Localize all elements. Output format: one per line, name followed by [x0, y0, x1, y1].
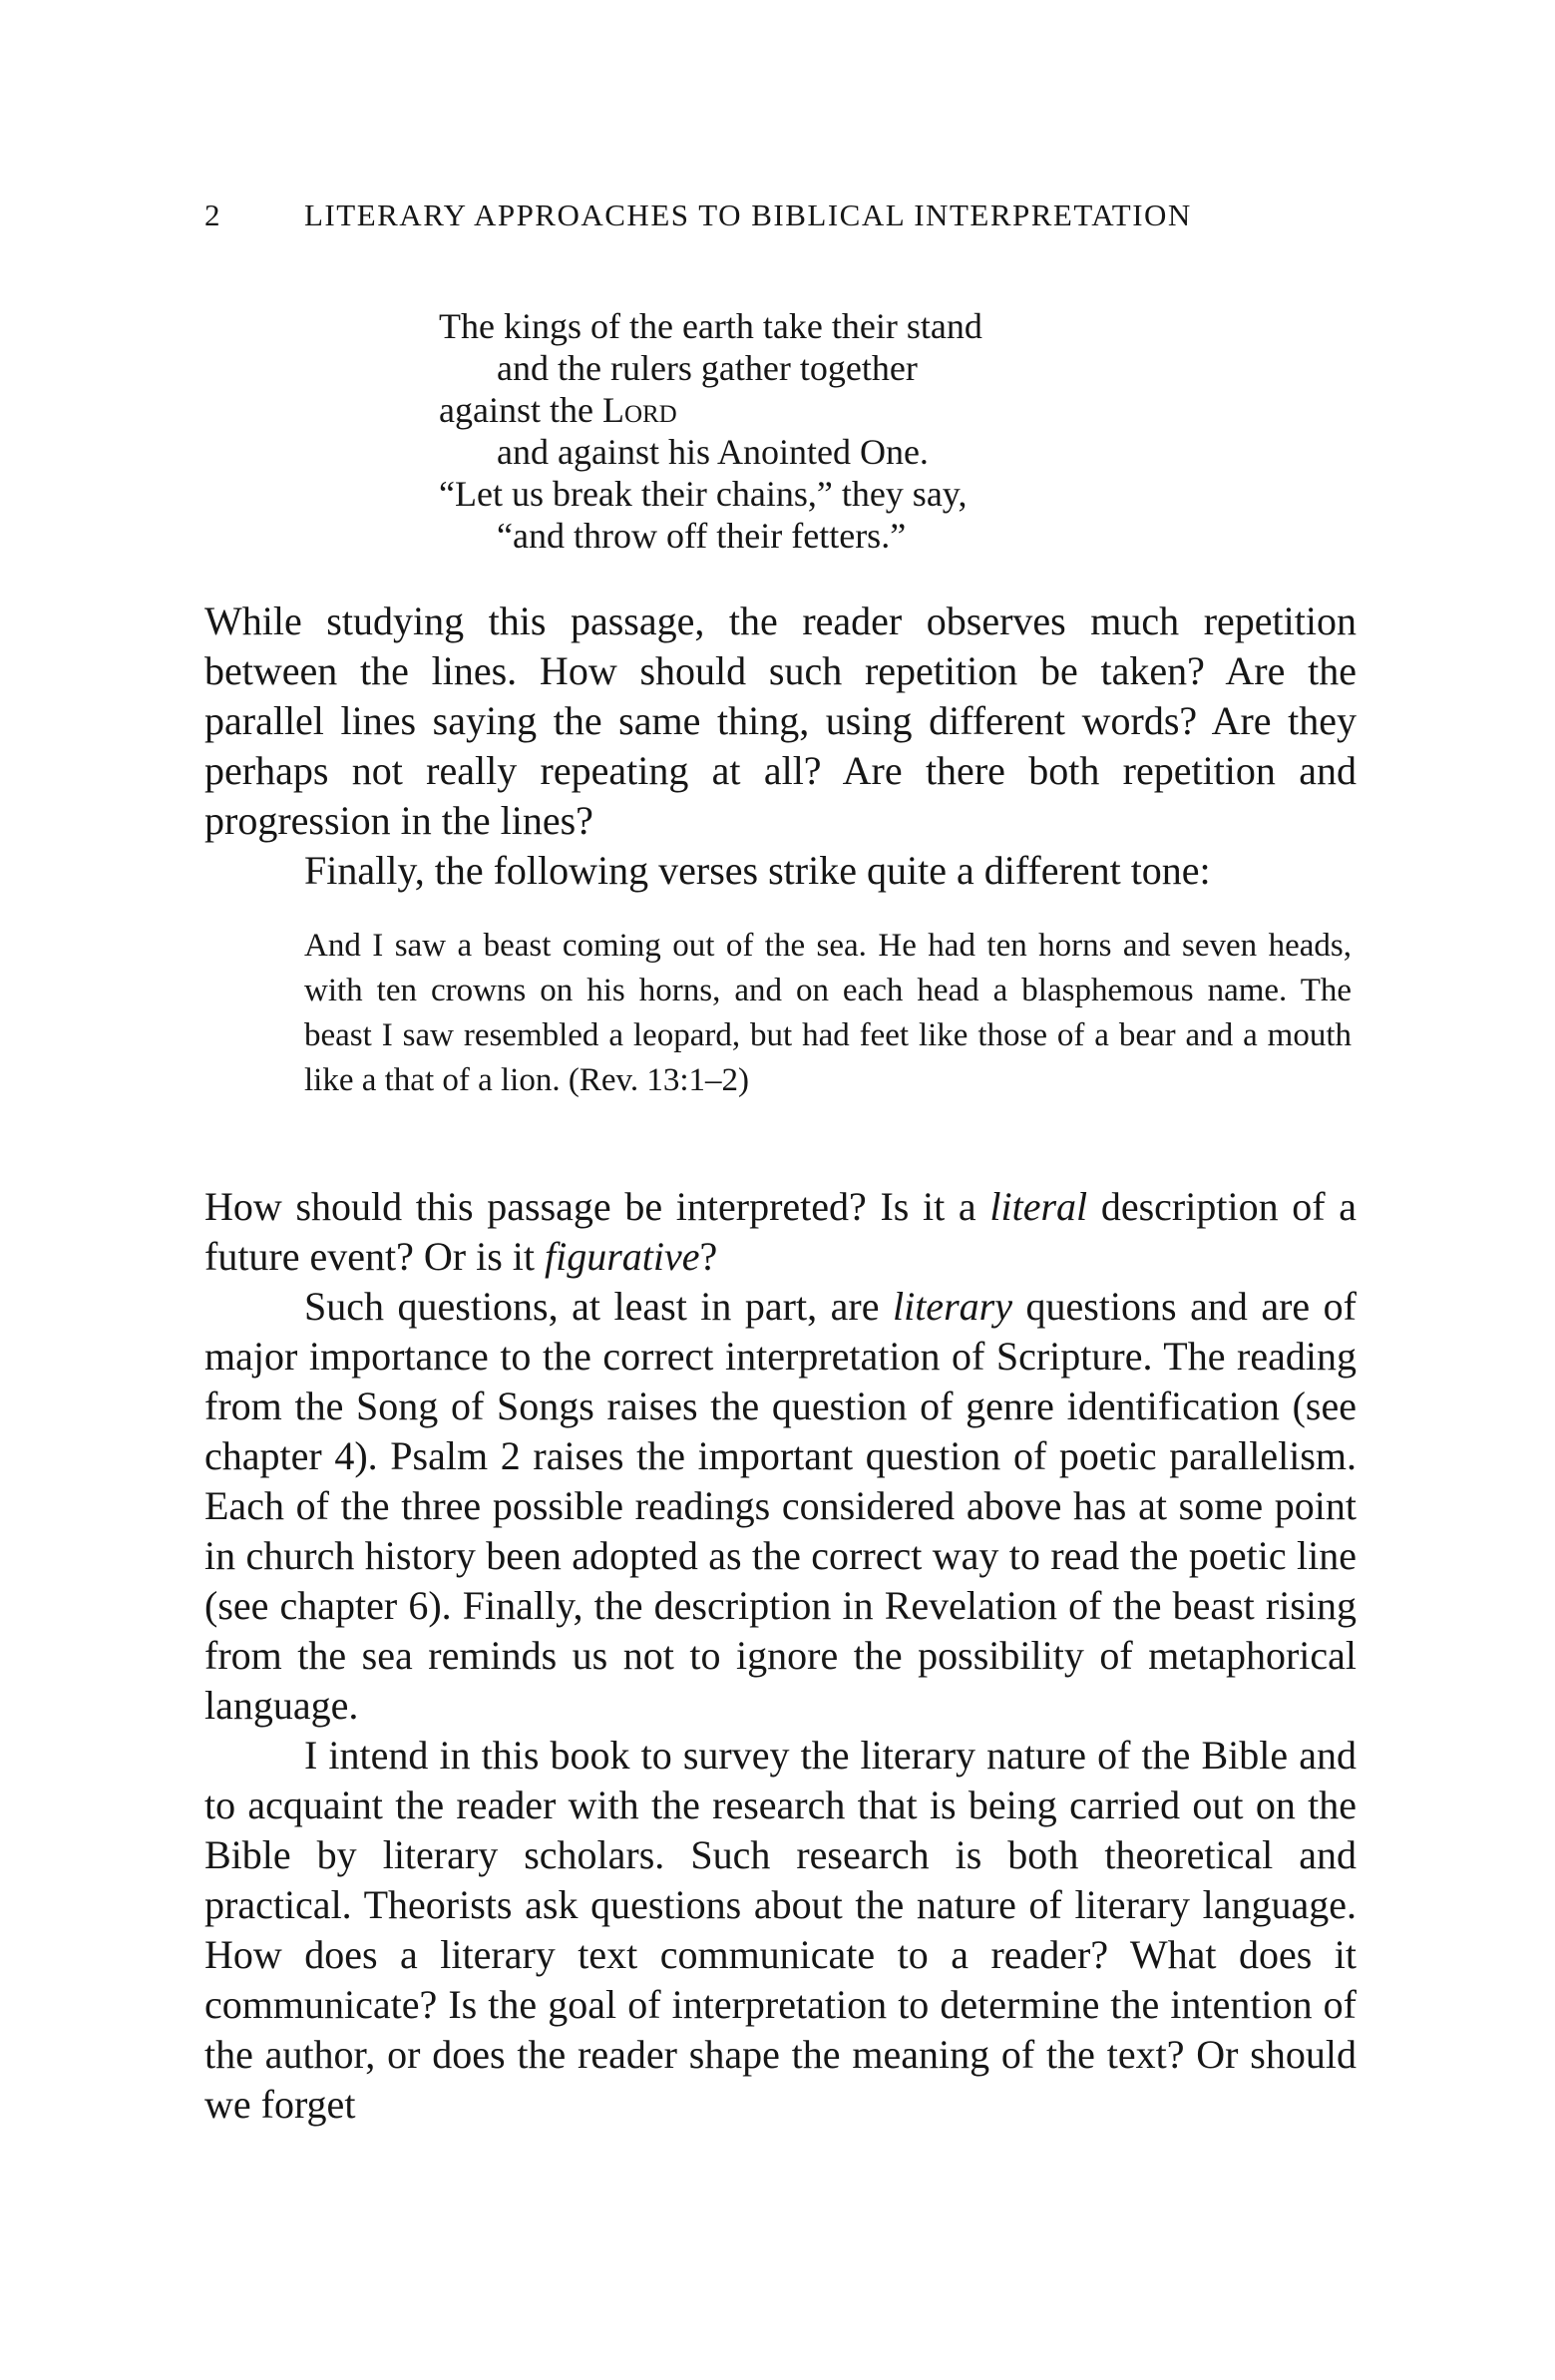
poem-line: and the rulers gather together — [497, 348, 918, 388]
body-section-1 — [204, 596, 1357, 896]
text-run: How should this passage be interpreted? Is it a — [204, 1184, 990, 1229]
text-run: Such questions, at least in part, are — [304, 1284, 893, 1329]
divine-name-smallcaps: Lord — [601, 390, 677, 430]
emphasis-literary: literary — [892, 1284, 1012, 1329]
body-paragraph: Finally, the following verses strike quite a different tone: — [304, 848, 1211, 893]
body-paragraph — [204, 1182, 1357, 1282]
poem-line: “and throw off their fetters.” — [497, 516, 907, 556]
psalm-quotation — [439, 305, 1337, 557]
poem-line: and against his Anointed One. — [497, 432, 929, 472]
running-header — [204, 196, 1352, 235]
body-paragraph: I intend in this book to survey the literary nature of the Bible and to acquaint the reader with the research that is being carried out on the Bible by literary scholars. Such research is both theoretical and practical. Theorists ask questions about the nature of literary language. How does a literary text communicate to a reader? What does it communicate? Is the goal of interpretation to determine the intention of the author, or does the reader shape the meaning of the text? Or should we forget — [204, 1733, 1357, 2127]
running-head-title: LITERARY APPROACHES TO BIBLICAL INTERPRETATION — [304, 198, 1192, 232]
page-number: 2 — [204, 198, 221, 232]
revelation-quotation — [304, 924, 1352, 1103]
poem-line — [439, 389, 1337, 431]
text-run: ? — [699, 1234, 718, 1279]
emphasis-literal: literal — [989, 1184, 1088, 1229]
text-run: description of a future event? Or is it — [204, 1184, 1358, 1279]
poem-line: The kings of the earth take their stand — [439, 306, 982, 346]
poem-line-text: against the — [439, 390, 602, 430]
body-paragraph — [204, 1282, 1357, 1731]
block-quote-text: And I saw a beast coming out of the sea. He had ten horns and seven heads, with ten crowns on his horns, and on each head a blasphemous name. The beast I saw resembled a leopard, but had feet like those of a bear and a mouth like a that of a lion. (Rev. 13:1–2) — [304, 928, 1352, 1098]
body-paragraph: While studying this passage, the reader observes much repetition between the lines. How should such repetition be taken? Are the parallel lines saying the same thing, using different words? Are they perhaps not really repeating at all? Are there both repetition and progression in the lines? — [204, 598, 1357, 843]
emphasis-figurative: figurative — [545, 1234, 700, 1279]
text-run: questions and are of major importance to the correct interpretation of Scripture. The reading from the Song of Songs raises the question of genre identification (see chapter 4). Psalm 2 raises the important question of poetic parallelism. Each of the three possible readings considered above has at some point in church history been adopted as the correct way to read the poetic line (see chapter 6). Finally, the description in Revelation of the beast rising from the sea reminds us not to ignore the possibility of metaphorical language. — [204, 1284, 1357, 1728]
poem-line: “Let us break their chains,” they say, — [439, 474, 968, 514]
body-section-2 — [204, 1182, 1357, 2130]
